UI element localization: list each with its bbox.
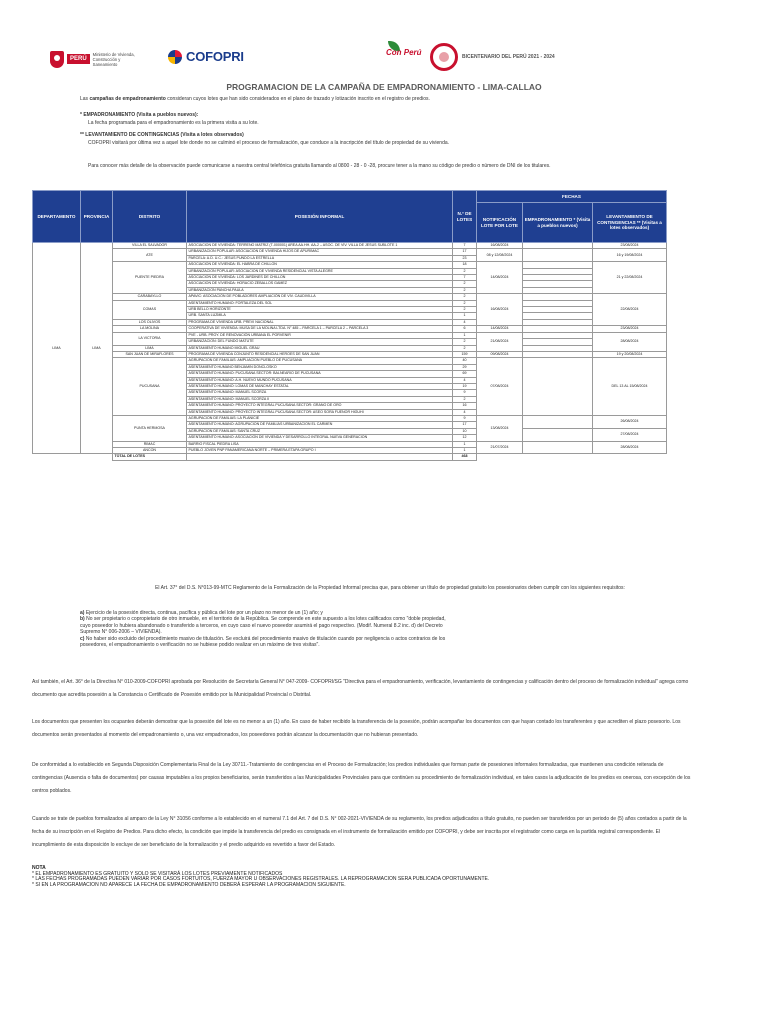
contingencias-text: COFOPRI visitará por última vez a aquel lote donde no se culminó el proceso de formalización, que conduce a la inscripción del título de propiedad de su vivienda. xyxy=(88,140,450,146)
posesion-cell: URBANIZACION POPULAR: ASOCIACION DE VIVIENDA HIJOS DE APURIMAC xyxy=(187,249,453,255)
notificacion-cell: 14/08/2024 xyxy=(477,326,523,332)
empadronamiento-heading-text: * EMPADRONAMIENTO (Visita a pueblos nuevos): xyxy=(80,112,199,118)
requirement-c-text: No haber sido excluido del procedimiento masivo de titulación. Se excluirá del procedimiento masivo de titulación cuando por negligencia o actos contrarios de los poseedores, el empadronamiento o verificación no se hubiese podido realizar en un máximo de tres visitas". xyxy=(80,635,446,649)
requirement-c-label: c) xyxy=(80,635,85,642)
contigo-wordmark: Con Perú xyxy=(386,48,422,57)
posesion-cell: PUEBLO JOVEN PNP PANAMERICANA NORTE – PRIMERA ETAPA GRUPO I xyxy=(187,448,453,454)
distrito-cell: PUCUSANA xyxy=(113,358,187,416)
lotes-cell: 4 xyxy=(453,377,477,383)
page-title: PROGRAMACION DE LA CAMPAÑA DE EMPADRONAMIENTO - LIMA-CALLAO xyxy=(226,82,542,92)
distrito-cell: SAN JUAN DE MIRAFLORES xyxy=(113,351,187,357)
contigo-peru-logo xyxy=(382,41,422,75)
posesion-cell: ASOCIACION DE VIVIENDA: EL HABRA DE CHILLON xyxy=(187,262,453,268)
contact-text: Para conocer más detalle de la observación puede comunicarse a nuestra central telefónica gratuita llamando al 0800 - 28 - 0 -28, procure tener a la mano su código de predio o número de DNI de los titulares. xyxy=(88,163,551,169)
levantamiento-cell: 19 y 20/08/2024 xyxy=(593,351,667,357)
header-provincia: PROVINCIA xyxy=(81,191,113,243)
legal-paragraph: Así también, el Art. 36° de la Directiva N° 010-2009-COFOPRI aprobada por Resolución de Secretaría General N° 047-2009- COFOPRI/SG "Directiva para el empadronamiento, verificación, levantamiento de contingencias y calificación dentro del proceso de formalización individual" agrega como documento que acredita posesión a la Constancia o Certificado de Posesión emitido por la Municipalidad Provincial o Distrital. xyxy=(32,679,689,698)
posesion-cell: URBANIZACION: DEL FUNDO MATUTE xyxy=(187,339,453,345)
contingencias-heading-text: ** LEVANTAMIENTO DE CONTINGENCIAS (Visita a lotes observados) xyxy=(80,132,244,138)
empadronamiento-cell xyxy=(523,441,593,454)
legal-paragraph: Cuando se trate de pueblos formalizados al amparo de la Ley N° 31056 conforme a lo establecido en el numeral 7.1 del Art. 7 del D.S. N° 002-2021-VIVIENDA de su reglamento, los predios adjudicados a título gratuito, no pueden ser transferidos por un periodo de (5) años contados a partir de la fecha de su inscripción en el Registro de Predios. Para dicho efecto, la condición que impide la transferencia del predio es consignada en el instrumento de formalización emitido por COFOPRI, y debe ser inscrita por el registrador como carga en la partida registral correspondiente. El incumplimiento de esta disposición lo excluye de ser beneficiario de la formalización y el predio adquirido es revertido a favor del Estado. xyxy=(32,816,687,848)
lotes-cell: 29 xyxy=(453,364,477,370)
total-label: TOTAL DE LOTES xyxy=(113,454,187,460)
ministry-logo xyxy=(50,46,145,72)
bicentenario-logo xyxy=(430,43,555,71)
header-levantamiento: LEVANTAMIENTO DE CONTINGENCIAS ** (Visitas a lotes observados) xyxy=(593,203,667,243)
distrito-cell: LIMA xyxy=(113,345,187,351)
distrito-cell: LOS OLIVOS xyxy=(113,319,187,325)
total-value: 468 xyxy=(453,454,477,460)
lotes-cell: 9 xyxy=(453,390,477,396)
notificacion-cell: 16/08/2024 xyxy=(477,294,523,326)
blank-cell xyxy=(187,454,453,460)
note-item: * SI EN LA PROGRAMACION NO APARECE LA FECHA DE EMPADRONAMIENTO DEBERÁ ESPERAR LA PROGRAMACION SIGUIENTE. xyxy=(32,881,346,888)
posesion-cell: ASENTAMIENTO HUMANO: ASOCIACION DE VIVIENDA Y DESARROLLO INTEGRAL NUEVA GENERACION xyxy=(187,435,453,441)
lotes-cell: 2 xyxy=(453,281,477,287)
notificacion-cell: 08 y 12/08/2024 xyxy=(477,249,523,262)
header-posesion: POSESIÓN INFORMAL xyxy=(187,191,453,243)
lotes-cell: 12 xyxy=(453,435,477,441)
posesion-cell: URB BELLO HORIZONTE xyxy=(187,307,453,313)
distrito-cell: ATE xyxy=(113,249,187,262)
header-logos xyxy=(50,46,720,76)
posesion-cell: PVE - URB. PROY. DE RENOVACIÓN URBANA EL PORVENIR xyxy=(187,332,453,338)
total-row xyxy=(33,454,667,460)
lotes-cell: 2 xyxy=(453,345,477,351)
lotes-cell: 2 xyxy=(453,287,477,293)
posesion-cell: AGRUPACION DE FAMILIAS: SANTA CRUZ xyxy=(187,428,453,434)
intro-bold: campañas de empadronamiento xyxy=(89,96,166,102)
levantamiento-cell: 22/08/2024 xyxy=(593,294,667,326)
blank-cell xyxy=(33,454,113,460)
posesion-cell: PROGRAMA DE VIVIENDA CONJUNTO RESIDENCIAL HEROES DE SAN JUAN xyxy=(187,351,453,357)
posesion-cell: ASENTAMIENTO HUMANO: LOMAS DE MANCHAY ESTATAL xyxy=(187,383,453,389)
cofopri-wordmark: COFOPRI xyxy=(186,49,244,64)
requirement-a-label: a) xyxy=(80,610,85,616)
schedule-table xyxy=(32,190,667,461)
distrito-cell: VILLA EL SALVADOR xyxy=(113,243,187,249)
posesion-cell: AGRUPACION DE FAMILIAS: LA PLANICIE xyxy=(187,415,453,421)
lotes-cell: 18 xyxy=(453,262,477,268)
lotes-cell: 7 xyxy=(453,275,477,281)
levantamiento-cell: 21 y 22/08/2024 xyxy=(593,262,667,294)
posesion-cell: ASENTAMIENTO HUMANO BENJAMIN DONCLOSKO xyxy=(187,364,453,370)
posesion-cell: ASENTAMIENTO HUMANO: PROYECTO INTEGRAL PUCUSANA SECTOR: GRANO DE ORO xyxy=(187,403,453,409)
notificacion-cell: 14/08/2024 xyxy=(477,262,523,294)
posesion-cell: APAVIC: ASOCIACIÓN DE POBLADORES AMPLIACIÓN DE VIV. CAUDIVILLA xyxy=(187,294,453,300)
posesion-cell: URBANIZACION PANCHA PAULA xyxy=(187,287,453,293)
header-empadronamiento: EMPADRONAMIENTO * (Visita a pueblos nuevos) xyxy=(523,203,593,243)
distrito-cell: PUENTE PIEDRA xyxy=(113,262,187,294)
departamento-cell: LIMA xyxy=(33,243,81,454)
notes-section xyxy=(32,866,692,888)
header-distrito: DISTRITO xyxy=(113,191,187,243)
peru-shield-icon xyxy=(50,51,64,68)
posesion-cell: ASENTAMIENTO HUMANO: AGRUPACION DE FAMILIAS URBANIZACION EL CARMEN xyxy=(187,422,453,428)
lotes-cell: 17 xyxy=(453,422,477,428)
requirement-c xyxy=(80,636,450,649)
empadronamiento-heading xyxy=(80,112,670,118)
notificacion-cell: 07/08/2024 xyxy=(477,358,523,416)
lotes-cell: 2 xyxy=(453,294,477,300)
posesion-cell: ASENTAMIENTO HUMANO: A.H. NUEVO MUNDO PUCUSANA xyxy=(187,377,453,383)
posesion-cell: URBANIZACION POPULAR: ASOCIACION DE VIVIENDA RESIDENCIAL VISTA ALEGRE xyxy=(187,268,453,274)
notificacion-cell: 16/08/2024 xyxy=(477,243,523,249)
notificacion-cell: 21/07/2024 xyxy=(477,441,523,454)
peru-flag-label: PERÚ xyxy=(67,54,90,64)
lotes-cell: 17 xyxy=(453,249,477,255)
lotes-cell: 9 xyxy=(453,415,477,421)
bicentenario-ring-icon xyxy=(430,43,458,71)
note-item: * EL EMPADRONAMIENTO ES GRATUITO Y SOLO SE VISITARÁ LOS LOTES PREVIAMENTE NOTIFICADOS xyxy=(32,870,283,877)
header-fechas: FECHAS xyxy=(477,191,667,203)
lotes-cell: 6 xyxy=(453,326,477,332)
contingencias-heading xyxy=(80,132,670,138)
levantamiento-cell: 26/08/2024 xyxy=(593,415,667,428)
distrito-cell: PUNTA HERMOSA xyxy=(113,415,187,441)
posesion-cell: COOPERATIVA DE VIVIENDA: MUSA DE LA MOLINA LTDA. N° 485 – PARCELA 1 – PARCELA 2 – PARCELA 3 xyxy=(187,326,453,332)
posesion-cell: ASOCIACION DE VIVIENDA: HORACIO ZEBALLOS GAMEZ xyxy=(187,281,453,287)
posesion-cell: ASENTAMIENTO HUMANO: PROYECTO INTEGRAL PUCUSANA SECTOR: ASEO SORA FUENOR HIGUHI xyxy=(187,409,453,415)
lotes-cell: 23 xyxy=(453,255,477,261)
requirements-list xyxy=(80,610,450,648)
header-notificacion: NOTIFICACIÓN LOTE POR LOTE xyxy=(477,203,523,243)
art37-paragraph: El Art. 37° del D.S. N°013-99-MTC Reglamento de la Formalización de la Propiedad Informal precisa que, para obtener un título de propiedad gratuito los posesionarios deben cumplir con los siguientes requisitos: xyxy=(155,585,625,591)
bicentenario-wordmark: BICENTENARIO DEL PERÚ 2021 - 2024 xyxy=(462,54,555,60)
lotes-cell: 2 xyxy=(453,300,477,306)
lotes-cell: 1 xyxy=(453,441,477,447)
note-item: * LAS FECHAS PROGRAMADAS PUEDEN VARIAR POR CASOS FORTUITOS, FUERZA MAYOR U OBSERVACIONES REGISTRALES. LA REPROGRAMACION SERA PUBLICADA OPORTUNAMENTE. xyxy=(32,876,490,883)
notes-title-text: NOTA xyxy=(32,865,46,871)
distrito-cell: COMAS xyxy=(113,300,187,319)
intro-rest: consideran cuyos lotes que han sido considerados en el plano de trazado y lotización inscrito en el registro de predios. xyxy=(165,96,430,102)
empadronamiento-cell xyxy=(523,415,593,428)
lotes-cell: 2 xyxy=(453,339,477,345)
posesion-cell: ASOCIACION DE VIVIENDA: TERRENO MATRIZ (T-000001) AREA AA.HH. AA-2 – ASOC. DE VIV. VILLA DE JESUS SUBLOTE 1 xyxy=(187,243,453,249)
posesion-cell: ASENTAMIENTO HUMANO: PUCUSANA SECTOR: BALNEARIO DE PUCUSANA xyxy=(187,371,453,377)
requirement-a-text: Ejercicio de la posesión directa, continua, pacífica y pública del lote por un plazo no menor de un (1) año; y xyxy=(85,610,323,616)
posesion-cell: PARCELA: A.D. U.C.: JESUS PUNDO LA ESTRELLA xyxy=(187,255,453,261)
posesion-cell: ASENTAMIENTO HUMANO: FORTALEZA DEL SOL xyxy=(187,300,453,306)
levantamiento-cell: 23/08/2024 xyxy=(593,243,667,249)
lotes-cell: 159 xyxy=(453,351,477,357)
cofopri-logo xyxy=(168,49,244,64)
distrito-cell: CARABAYLLO xyxy=(113,294,187,300)
requirement-b xyxy=(80,616,450,635)
posesion-cell: ASOCIACION DE VIVIENDA: LOS JARDINES DE CHILLON xyxy=(187,275,453,281)
header-departamento: DEPARTAMENTO xyxy=(33,191,81,243)
lotes-cell: 4 xyxy=(453,319,477,325)
empadronamiento-cell xyxy=(523,358,593,416)
distrito-cell: LA VICTORIA xyxy=(113,332,187,345)
distrito-cell: LA MOLINA xyxy=(113,326,187,332)
posesion-cell: URB. SANTA LUZMILA xyxy=(187,313,453,319)
empadronamiento-text: La fecha programada para el empadronamiento es la primera visita a su lote. xyxy=(88,120,259,126)
lotes-cell: 1 xyxy=(453,332,477,338)
lotes-cell: 1 xyxy=(453,313,477,319)
lotes-cell: 7 xyxy=(453,243,477,249)
lotes-cell: 4 xyxy=(453,409,477,415)
distrito-cell: ANCON xyxy=(113,448,187,454)
lotes-cell: 10 xyxy=(453,428,477,434)
notificacion-cell: 09/08/2024 xyxy=(477,351,523,357)
blank-cell xyxy=(477,454,667,460)
levantamiento-cell: 23/08/2024 xyxy=(593,326,667,332)
lotes-cell: 1 xyxy=(453,448,477,454)
requirement-b-label: b) xyxy=(80,616,85,623)
lotes-cell: 19 xyxy=(453,383,477,389)
levantamiento-cell: 16 y 19/08/2024 xyxy=(593,249,667,262)
notificacion-cell: 21/08/2024 xyxy=(477,332,523,351)
requirement-b-text: No ser propietario o copropietario de otro inmueble, en el territorio de la República. Se comprende en este supuesto a los lotes calificados como "doble propiedad, cuyo poseedor lo hubiera abandonado o transferido a terceros, en cuyo caso el nuevo poseedor asumirá el pago respectivo. (Modif. Numeral 8.2 inc. d) del Decreto Supremo N° 006-2006 – VIVIENDA). xyxy=(80,616,446,636)
levantamiento-cell: 28/08/2024 xyxy=(593,332,667,351)
posesion-cell: ASENTAMIENTO HUMANO MIGUEL GRAU xyxy=(187,345,453,351)
levantamiento-cell: DEL 13 AL 15/08/2024 xyxy=(593,358,667,416)
lotes-cell: 40 xyxy=(453,358,477,364)
posesion-cell: ASENTAMIENTO HUMANO: MANUEL SCORZA xyxy=(187,390,453,396)
empadronamiento-cell xyxy=(523,249,593,262)
posesion-cell: AGRUPACION DE FAMILIAS: AMPLIACION PUEBLO DE PUCUSANA xyxy=(187,358,453,364)
ministry-name: Ministerio de Vivienda, Construcción y Saneamiento xyxy=(92,51,135,67)
levantamiento-cell: 27/08/2024 xyxy=(593,428,667,441)
posesion-cell: ASENTAMIENTO HUMANO: MANUEL SCORZA II xyxy=(187,396,453,402)
posesion-cell: PROGRAMA DE VIVIENDA URB. PREVI NACIONAL xyxy=(187,319,453,325)
lotes-cell: 69 xyxy=(453,371,477,377)
lotes-cell: 2 xyxy=(453,396,477,402)
distrito-cell: RIMAC xyxy=(113,441,187,447)
intro-lead: Las xyxy=(80,96,90,102)
levantamiento-cell: 28/08/2024 xyxy=(593,441,667,454)
empadronamiento-cell xyxy=(523,428,593,441)
intro-paragraph xyxy=(80,96,670,102)
legal-paragraph: Los documentos que presenten los ocupantes deberán demostrar que la posesión del lote es no menor a un (1) año. En caso de haber recibido la transferencia de la posesión, podrán acompañar los documentos con que hayan contado los transferentes y que acrediten el plazo posesorio. Los documentos serán presentados al momento del empadronamiento o, una vez empadronados, los poseedores podrán alcanzar la documentación que no hubieran presentado. xyxy=(32,719,681,738)
lotes-cell: 2 xyxy=(453,268,477,274)
lotes-cell: 16 xyxy=(453,403,477,409)
lotes-cell: 2 xyxy=(453,307,477,313)
notificacion-cell: 13/08/2024 xyxy=(477,415,523,441)
provincia-cell: LIMA xyxy=(81,243,113,454)
header-lotes: N.° DE LOTES xyxy=(453,191,477,243)
legal-paragraph: De conformidad a lo establecido en Segunda Disposición Complementaria Final de la Ley 30711.-Tratamiento de contingencias en el Proceso de Formalización; los predios individuales que forman parte de posesiones informales formalizadas, que mantienen una condición reiterada de contingencias (Ausencia o falta de documentos) por causas imputables a los propios beneficiarios, serán transferidos a las Municipalidades Provinciales para que continúen su procedimiento de formalización individual, en tales casos la adjudicación de los predios es onerosa, con excepción de los centros poblados. xyxy=(32,762,691,794)
cofopri-mark-icon xyxy=(168,50,182,64)
posesion-cell: BARRIO FISCAL PIEDRA LISA xyxy=(187,441,453,447)
